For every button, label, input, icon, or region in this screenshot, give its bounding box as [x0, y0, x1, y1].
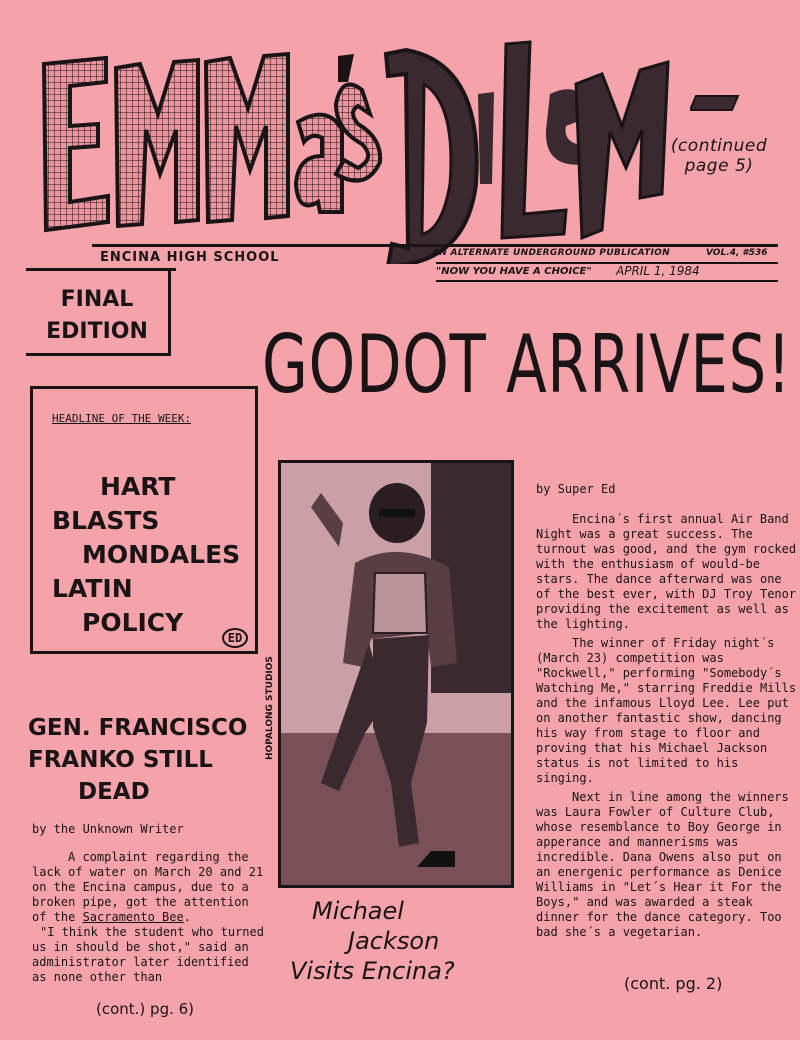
masthead-logo — [36, 34, 676, 264]
masthead-rule-top-right — [428, 244, 778, 247]
left-article-byline: by the Unknown Writer — [32, 822, 184, 836]
caption-line: Jackson — [348, 927, 440, 955]
week-line: MONDALES — [82, 540, 241, 569]
dash-logo-mark — [690, 94, 740, 112]
right-article-paragraph: The winner of Friday night´s (March 23) competition was "Rockwell," performing "Somebody´s Watching Me," starring Freddie Mills and the infamous Lloyd Lee. Lee put on another fantastic show, dancing his way from stage to floor and proving that his Michael Jackson status is not limited to his singing. — [536, 636, 797, 785]
week-line: LATIN — [52, 574, 133, 603]
left-article-paragraph — [32, 850, 268, 925]
caption-line: Michael — [312, 897, 404, 925]
masthead-rule-bottom — [436, 280, 778, 282]
right-article-continued: (cont. pg. 2) — [624, 974, 723, 993]
right-article-paragraph: Encina´s first annual Air Band Night was a great success. The turnout was good, and the gym rocked with the enthusiasm of would-be stars. The dance afterward was one of the best ever, with DJ Troy Tenor providing the excitement as well as the lighting. — [536, 512, 797, 631]
left-article-paragraph: "I think the student who turned us in should be shot," said an administrator later identified as none other than — [32, 925, 264, 984]
caption-line: Visits Encina? — [290, 957, 455, 985]
photo-caption — [290, 896, 530, 986]
issue-date: APRIL 1, 1984 — [616, 264, 700, 278]
photo-credit: HOPALONG STUDIOS — [265, 656, 275, 760]
paragraph-end: . — [183, 910, 191, 924]
left-article-headline — [28, 712, 278, 808]
week-line: BLASTS — [52, 506, 160, 535]
continued-note: (continued page 5) — [670, 136, 768, 176]
publication-line: AN ALTERNATE UNDERGROUND PUBLICATION — [432, 248, 670, 258]
volume-number: VOL.4, #536 — [706, 248, 768, 258]
week-line: POLICY — [82, 608, 184, 637]
paragraph-text: A complaint regarding the lack of water on March 20 and 21 on the Encina campus, due to a broken pipe, got the attention of the — [32, 850, 264, 924]
edition-line-2: EDITION — [46, 319, 148, 344]
right-article-body — [536, 512, 798, 944]
left-article-body — [32, 850, 268, 985]
masthead-rule-mid — [436, 262, 778, 264]
headline-of-week-label: HEADLINE OF THE WEEK: — [52, 412, 192, 425]
editor-initials: ED — [222, 628, 248, 648]
sacramento-bee-reference: Sacramento Bee — [82, 910, 184, 924]
tagline: "NOW YOU HAVE A CHOICE" — [436, 266, 592, 277]
edition-line-1: FINAL — [60, 287, 134, 312]
masthead-rule-top — [92, 244, 432, 247]
final-edition-box — [26, 270, 171, 356]
right-article-byline: by Super Ed — [536, 482, 616, 496]
headline-line: FRANKO STILL — [28, 747, 213, 773]
right-article-paragraph: Next in line among the winners was Laura Fowler of Culture Club, whose resemblance to Boy George in apperance and mannerisms was incredible. Dana Owens also put on an energenic performance as Denice Williams in "Let´s Hear it For the Boys," and was awarded a steak dinner for the dance category. Too bad she´s a vegetarian. — [536, 790, 789, 939]
headline-line: GEN. FRANCISCO — [28, 715, 248, 741]
main-headline: GODOT ARRIVES! — [262, 318, 792, 411]
left-article-continued: (cont.) pg. 6) — [96, 1000, 195, 1018]
headline-line: DEAD — [78, 779, 150, 805]
headline-of-week-text — [52, 470, 262, 640]
school-name: ENCINA HIGH SCHOOL — [100, 250, 280, 265]
michael-jackson-photo — [278, 460, 514, 888]
week-line: HART — [100, 472, 176, 501]
